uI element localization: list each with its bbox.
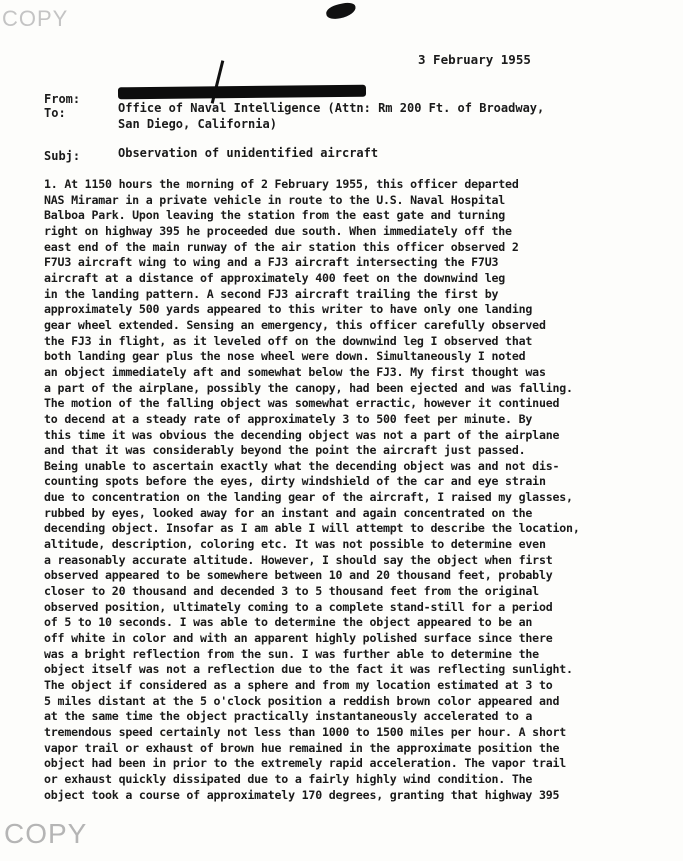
memo-line: this time it was obvious the decending object was not a part of the airplane — [44, 427, 560, 442]
memo-line: Being unable to ascertain exactly what the decending object was and not dis- — [44, 458, 560, 473]
memo-line: F7U3 aircraft wing to wing and a FJ3 aircraft intersecting the F7U3 — [44, 255, 499, 270]
memo-line: object took a course of approximately 170 degrees, granting that highway 395 — [44, 787, 560, 802]
memo-line: The motion of the falling object was somewhat erractic, however it continued — [44, 396, 560, 411]
memo-line: due to concentration on the landing gear of the aircraft, I raised my glasses, — [44, 490, 573, 505]
memo-line: decending object. Insofar as I am able I will attempt to describe the location, — [44, 521, 580, 536]
memo-line: the FJ3 in flight, as it leveled off on the downwind leg I observed that — [44, 333, 533, 348]
memo-line: tremendous speed certainly not less than 1000 to 1500 miles per hour. A short — [44, 724, 567, 739]
memo-line: off white in color and with an apparent highly polished surface since there — [44, 631, 553, 646]
memo-line: Balboa Park. Upon leaving the station from the east gate and turning — [44, 208, 506, 223]
memo-body — [44, 177, 644, 803]
memo-line: in the landing pattern. A second FJ3 aircraft trailing the first by — [44, 286, 499, 301]
copy-stamp-bottom: COPY — [4, 818, 88, 849]
memo-line: to decend at a steady rate of approximately 3 to 500 feet per minute. By — [44, 411, 533, 426]
from-label: From: — [44, 92, 81, 106]
memo-line: an object immediately aft and somewhat below the FJ3. My first thought was — [44, 364, 546, 379]
memo-line: 5 miles distant at the 5 o'clock position a reddish brown color appeared and — [44, 693, 560, 708]
memo-line: approximately 500 yards appeared to this writer to have only one landing — [44, 302, 533, 317]
memo-line: and that it was considerably beyond the point the aircraft just passed. — [44, 443, 526, 458]
memo-line: a reasonably accurate altitude. However, I should say the object when first — [44, 552, 553, 567]
copy-stamp-top: COPY — [2, 6, 69, 31]
redaction-bar — [118, 85, 366, 100]
memo-line: 1. At 1150 hours the morning of 2 February 1955, this officer departed — [44, 177, 519, 191]
to-label: To: — [44, 106, 66, 120]
memo-line: rubbed by eyes, looked away for an instant and again concentrated on the — [44, 505, 533, 520]
memo-line: east end of the main runway of the air station this officer observed 2 — [44, 239, 519, 254]
memo-line: object itself was not a reflection due to the fact it was reflecting sunlight. — [44, 662, 573, 677]
subject-text: Observation of unidentified aircraft — [118, 146, 379, 160]
memo-line: gear wheel extended. Sensing an emergency, this officer carefully observed — [44, 317, 546, 332]
memo-line: both landing gear plus the nose wheel were down. Simultaneously I noted — [44, 349, 526, 364]
memo-line: of 5 to 10 seconds. I was able to determine the object appeared to be an — [44, 615, 533, 630]
memo-line: observed position, ultimately coming to a complete stand-still for a period — [44, 599, 553, 614]
memo-line: right on highway 395 he proceeded due south. When immediately off the — [44, 223, 512, 238]
memo-line: a part of the airplane, possibly the canopy, had been ejected and was falling. — [44, 380, 573, 395]
memo-line: vapor trail or exhaust of brown hue remained in the approximate position the — [44, 740, 560, 755]
memo-line: NAS Miramar in a private vehicle in route to the U.S. Naval Hospital — [44, 192, 506, 207]
memo-line: counting spots before the eyes, dirty windshield of the car and eye strain — [44, 474, 546, 489]
memo-line: was a bright reflection from the sun. I was further able to determine the — [44, 646, 539, 661]
to-address-line-2: San Diego, California) — [118, 117, 277, 131]
subject-label: Subj: — [44, 149, 81, 163]
ink-blot — [325, 1, 357, 21]
memo-line: observed appeared to be somewhere between 10 and 20 thousand feet, probably — [44, 568, 553, 583]
to-address-line-1: Office of Naval Intelligence (Attn: Rm 200 Ft. of Broadway, — [118, 101, 545, 115]
document-date: 3 February 1955 — [418, 52, 531, 67]
memo-line: closer to 20 thousand and decended 3 to 5 thousand feet from the original — [44, 584, 539, 599]
memo-line: object had been in prior to the extremely rapid acceleration. The vapor trail — [44, 756, 567, 771]
memo-line: altitude, description, coloring etc. It was not possible to determine even — [44, 537, 546, 552]
memo-line: at the same time the object practically instantaneously accelerated to a — [44, 709, 533, 724]
memo-line: The object if considered as a sphere and from my location estimated at 3 to — [44, 678, 553, 692]
memo-line: or exhaust quickly dissipated due to a fairly highly wind condition. The — [44, 771, 533, 786]
memo-line: aircraft at a distance of approximately 400 feet on the downwind leg — [44, 270, 506, 285]
